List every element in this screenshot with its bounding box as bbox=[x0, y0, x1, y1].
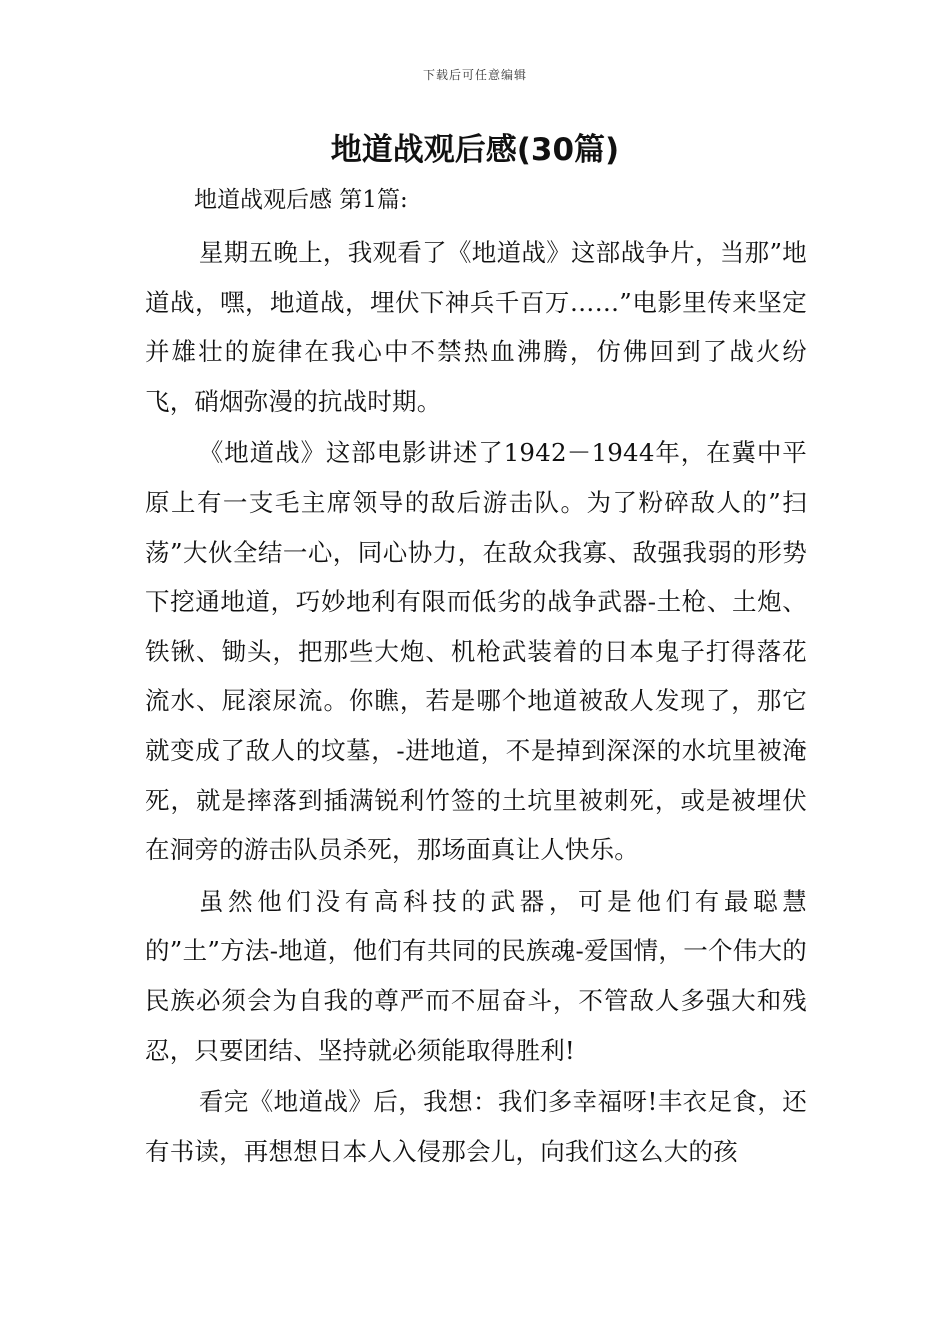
paragraph-1: 星期五晚上，我观看了《地道战》这部战争片，当那”地道战，嘿，地道战，埋伏下神兵千百万……”电影里传来坚定并雄壮的旋律在我心中不禁热血沸腾，仿佛回到了战火纷飞，硝烟弥漫的抗战时期。 bbox=[145, 238, 807, 416]
paragraph-4: 看完《地道战》后，我想：我们多幸福呀!丰衣足食，还有书读，再想想日本人入侵那会儿，向我们这么大的孩 bbox=[145, 1087, 807, 1166]
section-subtitle: 地道战观后感 第1篇: bbox=[194, 187, 408, 213]
paragraph-2: 《地道战》这部电影讲述了1942－1944年，在冀中平原上有一支毛主席领导的敌后游击队。为了粉碎敌人的”扫荡”大伙全结一心，同心协力，在敌众我寡、敌强我弱的形势下挖通地道，巧妙地利有限而低劣的战争武器-土枪、土炮、铁锹、锄头，把那些大炮、机枪武装着的日本鬼子打得落花流水、屁滚尿流。你瞧，若是哪个地道被敌人发现了，那它就变成了敌人的坟墓，-进地道，不是掉到深深的水坑里被淹死，就是摔落到插满锐利竹签的土坑里被刺死，或是被埋伏在洞旁的游击队员杀死，那场面真让人快乐。 bbox=[145, 438, 807, 865]
header-note: 下载后可任意编辑 bbox=[422, 68, 527, 82]
paragraph-3: 虽然他们没有高科技的武器，可是他们有最聪慧的”土”方法-地道，他们有共同的民族魂-爱国情，一个伟大的民族必须会为自我的尊严而不屈奋斗，不管敌人多强大和残忍，只要团结、坚持就必须能取得胜利! bbox=[145, 886, 807, 1065]
body-text bbox=[145, 228, 807, 1177]
document-title: 地道战观后感(30篇) bbox=[330, 132, 620, 168]
